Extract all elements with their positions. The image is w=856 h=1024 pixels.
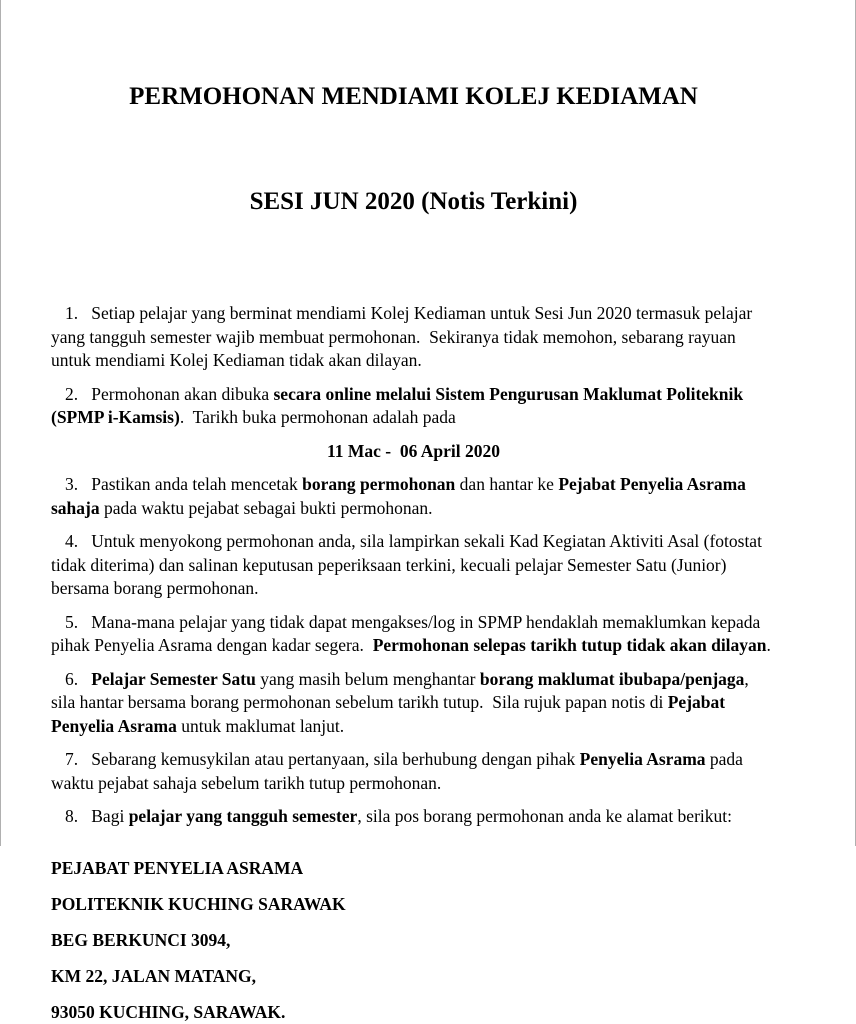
address-line: 93050 KUCHING, SARAWAK.: [51, 1001, 776, 1024]
address-line: BEG BERKUNCI 3094,: [51, 929, 776, 953]
address-line: KM 22, JALAN MATANG,: [51, 965, 776, 989]
text-segment: dan hantar ke: [455, 474, 558, 494]
address-block: [51, 857, 776, 1024]
text-segment-bold: Penyelia Asrama: [580, 749, 706, 769]
text-segment: 7. Sebarang kemusykilan atau pertanyaan, sila berhubung dengan pihak: [65, 749, 580, 769]
document-title: [51, 9, 776, 289]
numbered-paragraph: [51, 748, 776, 795]
text-segment-bold: Pelajar Semester Satu: [91, 669, 256, 689]
numbered-paragraph: [51, 383, 776, 430]
text-segment-bold: Pejabat Penyelia Asrama sahaja: [51, 474, 750, 518]
text-segment-bold: borang maklumat ibubapa/penjaga: [480, 669, 745, 689]
text-segment: untuk maklumat lanjut.: [177, 716, 344, 736]
text-segment: .: [767, 635, 771, 655]
address-line: PEJABAT PENYELIA ASRAMA: [51, 857, 776, 881]
text-segment-bold: 11 Mac - 06 April 2020: [327, 441, 500, 461]
text-segment: pada waktu pejabat sahaja sebelum tarikh tutup permohonan.: [51, 749, 747, 793]
text-segment: 6.: [65, 669, 91, 689]
text-segment: , sila pos borang permohonan anda ke alamat berikut:: [357, 806, 732, 826]
text-segment: , sila hantar bersama borang permohonan sebelum tarikh tutup. Sila rujuk papan notis di: [51, 669, 753, 713]
text-segment-bold: pelajar yang tangguh semester: [129, 806, 358, 826]
numbered-paragraph: [51, 302, 776, 373]
numbered-paragraph: [51, 611, 776, 658]
text-segment: 8. Bagi: [65, 806, 129, 826]
text-segment: pada waktu pejabat sebagai bukti permohonan.: [100, 498, 433, 518]
document-body: [51, 302, 776, 829]
numbered-paragraph: [51, 805, 776, 829]
date-range-line: [51, 440, 776, 464]
text-segment-bold: borang permohonan: [302, 474, 455, 494]
text-segment: yang masih belum menghantar: [256, 669, 480, 689]
text-segment: 5. Mana-mana pelajar yang tidak dapat mengakses/log in SPMP hendaklah memaklumkan kepada pihak Penyelia Asrama dengan kadar segera.: [51, 612, 765, 656]
numbered-paragraph: [51, 473, 776, 520]
address-line: POLITEKNIK KUCHING SARAWAK: [51, 893, 776, 917]
text-segment: 2. Permohonan akan dibuka: [65, 384, 274, 404]
text-segment-bold: Permohonan selepas tarikh tutup tidak akan dilayan: [373, 635, 767, 655]
title-line-2: SESI JUN 2020 (Notis Terkini): [51, 184, 776, 219]
title-line-1: PERMOHONAN MENDIAMI KOLEJ KEDIAMAN: [51, 79, 776, 114]
text-segment-bold: Pejabat Penyelia Asrama: [51, 692, 729, 736]
text-segment: 1. Setiap pelajar yang berminat mendiami Kolej Kediaman untuk Sesi Jun 2020 termasuk pelajar yang tangguh semester wajib membuat permohonan. Sekiranya tidak memohon, sebarang rayuan untuk mendiami Kolej Kediaman tidak akan dilayan.: [51, 303, 757, 370]
numbered-paragraph: [51, 530, 776, 601]
text-segment: 4. Untuk menyokong permohonan anda, sila lampirkan sekali Kad Kegiatan Aktiviti Asal (fotostat tidak diterima) dan salinan keputusan peperiksaan terkini, kecuali pelajar Semester Satu (Junior) bersama borang permohonan.: [51, 531, 766, 598]
text-segment-bold: secara online melalui Sistem Pengurusan Maklumat Politeknik (SPMP i-Kamsis): [51, 384, 747, 428]
numbered-paragraph: [51, 668, 776, 739]
text-segment: 3. Pastikan anda telah mencetak: [65, 474, 302, 494]
text-segment: . Tarikh buka permohonan adalah pada: [180, 407, 456, 427]
